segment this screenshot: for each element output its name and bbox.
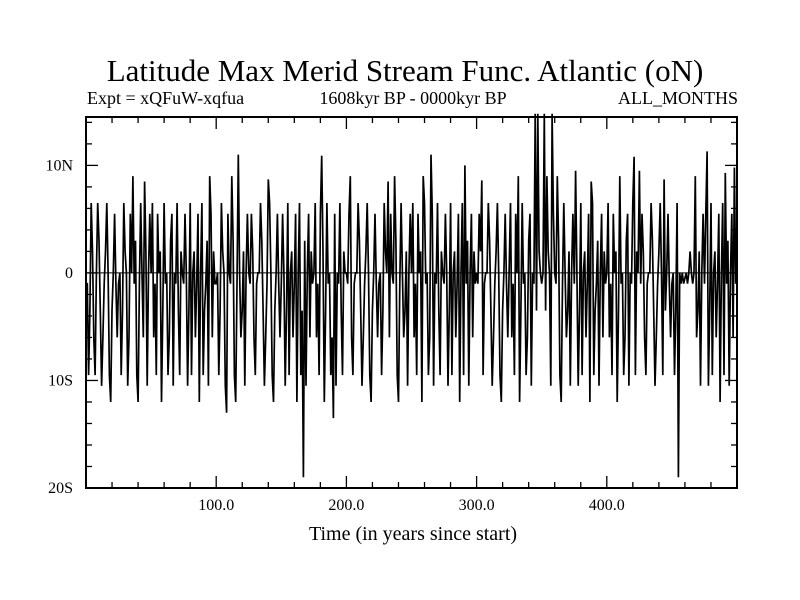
x-tick-label: 200.0	[328, 497, 365, 514]
y-tick-label: 20S	[48, 480, 73, 497]
chart-title: Latitude Max Merid Stream Func. Atlantic (oN)	[106, 53, 704, 88]
data-series	[86, 114, 736, 477]
months-label: ALL_MONTHS	[618, 88, 738, 108]
y-tick-label: 10S	[48, 372, 73, 390]
x-tick-label: 100.0	[198, 497, 235, 514]
y-tick-label: 10N	[45, 157, 73, 175]
x-tick-label: 400.0	[588, 497, 625, 514]
y-tick-label: 0	[65, 264, 73, 282]
x-axis-label: Time (in years since start)	[308, 523, 518, 545]
x-tick-label: 300.0	[458, 497, 495, 514]
experiment-label: Expt = xQFuW-xqfua	[87, 88, 245, 108]
time-range-label: 1608kyr BP - 0000kyr BP	[319, 88, 507, 108]
plot-area	[45, 114, 737, 514]
